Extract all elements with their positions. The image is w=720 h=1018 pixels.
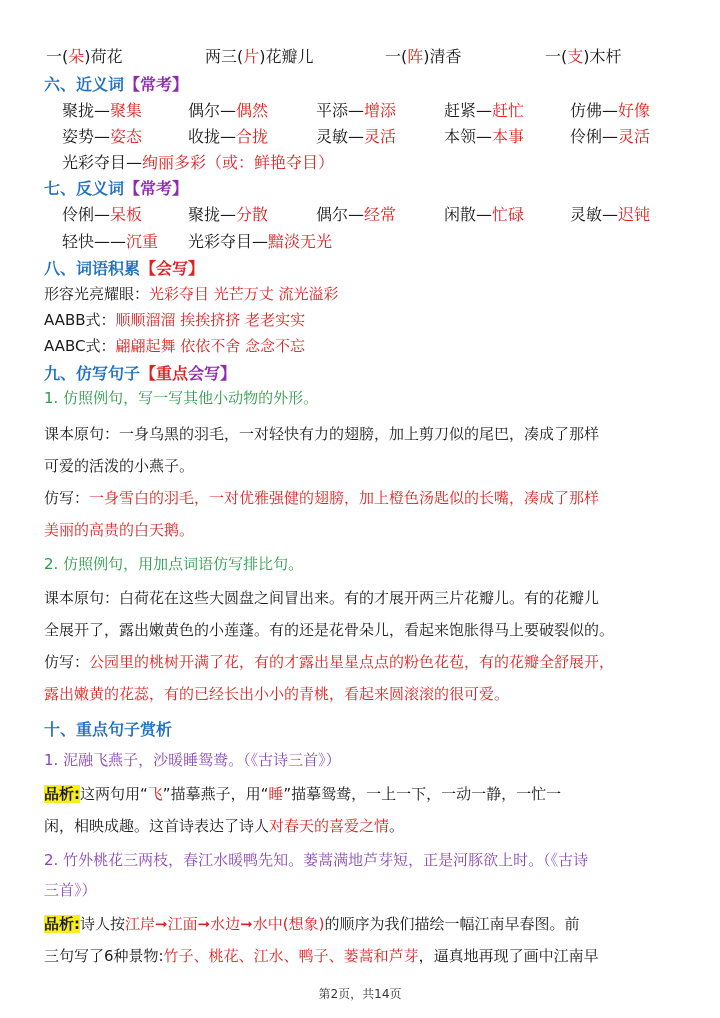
exercise-2-imitation: 仿写：公园里的桃树开满了花，有的才露出星星点点的粉色花苞，有的花瓣全舒展开， xyxy=(44,653,615,671)
synonym-pair: 姿势—姿态 xyxy=(62,127,143,146)
synonym-extra: 光彩夺目—绚丽多彩（或：鲜艳夺目） xyxy=(62,153,335,172)
measure-item: 两三(片)花瓣儿 xyxy=(205,47,314,66)
synonym-pair: 收拢—合拢 xyxy=(188,127,269,146)
poem-quote-2-cont: 三首》） xyxy=(44,881,97,899)
exercise-2-original: 课本原句：白荷花在这些大圆盘之间冒出来。有的才展开两三片花瓣儿。有的花瓣儿 xyxy=(44,589,600,607)
analysis-1-cont: 闲，相映成趣。这首诗表达了诗人对春天的喜爱之情。 xyxy=(44,817,405,835)
antonym-pair: 光彩夺目—黯淡无光 xyxy=(188,232,333,251)
synonym-row xyxy=(0,124,720,146)
antonym-row xyxy=(0,202,720,224)
antonym-pair: 偶尔—经常 xyxy=(316,205,397,224)
synonym-pair: 仿佛—好像 xyxy=(570,101,651,120)
antonym-row xyxy=(0,229,720,251)
antonym-pair: 伶俐—呆板 xyxy=(62,205,143,224)
antonym-pair: 闲散—忙碌 xyxy=(444,205,525,224)
section-8-heading: 八、词语积累【会写】 xyxy=(44,259,205,278)
section-10-heading: 十、重点句子赏析 xyxy=(44,720,173,739)
exercise-1-original: 课本原句：一身乌黑的羽毛，一对轻快有力的翅膀，加上剪刀似的尾巴，凑成了那样 xyxy=(44,425,600,443)
accumulation-line: 形容光亮耀眼：光彩夺目 光芒万丈 流光溢彩 xyxy=(44,285,339,303)
exercise-1-original-cont: 可爱的活泼的小燕子。 xyxy=(44,457,195,475)
antonym-pair: 轻快——沉重 xyxy=(62,232,159,251)
section-7-heading: 七、反义词【常考】 xyxy=(44,179,189,198)
analysis-label: 品析: xyxy=(44,785,80,803)
antonym-pair: 聚拢—分散 xyxy=(188,205,269,224)
exercise-2-original-cont: 全展开了，露出嫩黄色的小莲蓬。有的还是花骨朵儿，看起来饱胀得马上要破裂似的。 xyxy=(44,621,615,639)
section-6-heading: 六、近义词【常考】 xyxy=(44,75,189,94)
page-footer: 第2页，共14页 xyxy=(318,987,402,1001)
section-9-heading: 九、仿写句子【重点会写】 xyxy=(44,364,237,383)
synonym-pair: 赶紧—赶忙 xyxy=(444,101,525,120)
poem-quote-2: 2. 竹外桃花三两枝，春江水暖鸭先知。蒌蒿满地芦芽短，正是河豚欲上时。（《古诗 xyxy=(44,851,589,869)
synonym-pair: 伶俐—灵活 xyxy=(570,127,651,146)
measure-item: 一(阵)清香 xyxy=(385,47,462,66)
exercise-1-imitation: 仿写：一身雪白的羽毛，一对优雅强健的翅膀，加上橙色汤匙似的长嘴，凑成了那样 xyxy=(44,489,600,507)
analysis-2-cont: 三句写了6种景物:竹子、桃花、江水、鸭子、蒌蒿和芦芽，逼真地再现了画中江南早 xyxy=(44,947,599,965)
synonym-pair: 本领—本事 xyxy=(444,127,525,146)
synonym-pair: 灵敏—灵活 xyxy=(316,127,397,146)
measure-item: 一(支)木杆 xyxy=(545,47,622,66)
synonym-row xyxy=(0,98,720,120)
exercise-2-imitation-cont: 露出嫩黄的花蕊，有的已经长出小小的青桃，看起来圆滚滚的很可爱。 xyxy=(44,685,510,703)
synonym-pair: 平添—增添 xyxy=(316,101,397,120)
poem-quote-1: 1. 泥融飞燕子，沙暖睡鸳鸯。（《古诗三首》） xyxy=(44,751,341,769)
synonym-pair: 偶尔—偶然 xyxy=(188,101,269,120)
exercise-1-imitation-cont: 美丽的高贵的白天鹅。 xyxy=(44,521,195,539)
accumulation-line: AABB式：顺顺溜溜 挨挨挤挤 老老实实 xyxy=(44,311,306,329)
measure-item: 一(朵)荷花 xyxy=(46,47,123,66)
exercise-2-prompt: 2. 仿照例句，用加点词语仿写排比句。 xyxy=(44,555,304,573)
analysis-2: 品析:诗人按江岸➞江面➞水边➞水中(想象)的顺序为我们描绘一幅江南早春图。前 xyxy=(44,915,580,933)
exercise-1-prompt: 1. 仿照例句，写一写其他小动物的外形。 xyxy=(44,389,319,407)
accumulation-line: AABC式：翩翩起舞 依依不舍 念念不忘 xyxy=(44,337,305,355)
analysis-1: 品析:这两句用“飞”描摹燕子，用“睡”描摹鸳鸯，一上一下，一动一静，一忙一 xyxy=(44,785,562,803)
synonym-pair: 聚拢—聚集 xyxy=(62,101,143,120)
antonym-pair: 灵敏—迟钝 xyxy=(570,205,651,224)
analysis-label: 品析: xyxy=(44,915,80,933)
